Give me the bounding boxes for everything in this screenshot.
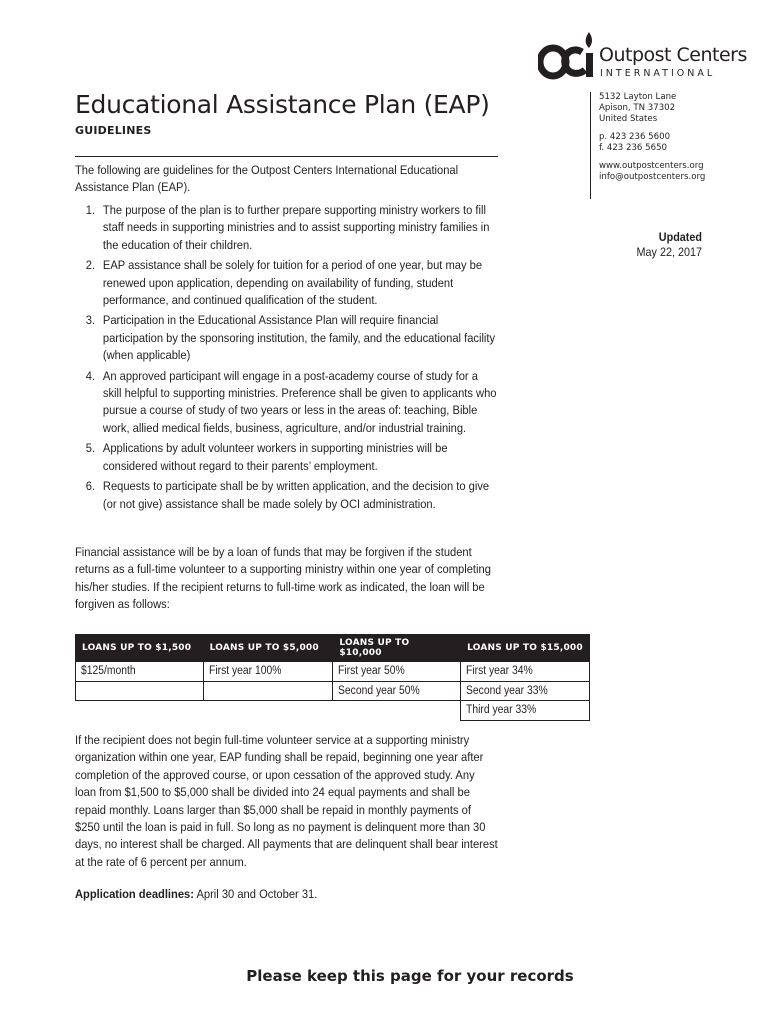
title-divider	[75, 156, 498, 157]
repayment-text: If the recipient does not begin full-time volunteer service at a supporting ministry organization within one year, EAP funding shall be repaid, beginning one year after completion of the approved course, or upon cessation of the approved study. Any loan from $1,500 to $5,000 shall be divided into 24 equal payments and shall be repaid monthly. Loans larger than $5,000 shall be repaid in monthly payments of $250 until the loan is paid in full. So long as no payment is delinquent more than 30 days, no interest shall be charged. All payments that are delinquent shall bear interest at the rate of 6 percent per annum.	[75, 733, 498, 869]
oci-logo-mark-icon	[538, 30, 596, 80]
fax-number: f. 423 236 5650	[599, 143, 668, 153]
oci-logo	[538, 30, 747, 82]
logo-name: Outpost Centers	[599, 44, 747, 66]
table-cell	[203, 662, 333, 682]
list-item-number: 4.	[85, 368, 96, 383]
repayment-paragraph	[75, 732, 498, 871]
address-line-2: Apison, TN 37302	[599, 103, 676, 113]
financial-text: Financial assistance will be by a loan of funds that may be forgiven if the student returns as a full-time volunteer to a supporting ministry within one year of completing his/her studies. If the recipient returns to full-time work as indicated, the loan will be forgiven as follows:	[75, 545, 491, 612]
list-item-number: 3.	[85, 313, 96, 328]
cell-text: $125/month	[81, 665, 136, 678]
list-item	[75, 312, 498, 364]
table-row	[76, 681, 590, 701]
page-subtitle: GUIDELINES	[75, 124, 152, 137]
list-item-number: 2.	[85, 258, 96, 273]
list-item-text: Participation in the Educational Assistance Plan will require financial participation by the sponsoring institution, the family, and the educational facility (when applicable)	[102, 313, 496, 363]
address-line-3: United States	[599, 114, 658, 124]
list-item	[75, 440, 498, 475]
deadlines-value: April 30 and October 31.	[193, 887, 318, 901]
table-cell-empty	[76, 701, 204, 721]
table-cell-empty	[333, 701, 461, 721]
contact-block	[590, 92, 710, 199]
website-link[interactable]: www.outpostcenters.org	[599, 161, 704, 171]
table-cell	[203, 681, 333, 701]
table-cell	[76, 662, 204, 682]
updated-date: May 22, 2017	[636, 245, 702, 259]
table-cell	[461, 662, 590, 682]
email-link[interactable]: info@outpostcenters.org	[599, 172, 706, 182]
phone-number: p. 423 236 5600	[599, 132, 671, 142]
list-item	[75, 368, 498, 438]
list-item	[75, 257, 498, 309]
application-deadlines	[75, 886, 498, 903]
logo-subtitle: INTERNATIONAL	[600, 68, 716, 79]
financial-paragraph	[75, 544, 498, 614]
table-cell	[76, 681, 204, 701]
table-cell	[461, 681, 590, 701]
loan-forgiveness-table	[75, 634, 590, 721]
deadlines-label: Application deadlines:	[75, 887, 194, 901]
column-header: LOANS UP TO $1,500	[76, 635, 204, 662]
list-item	[75, 478, 498, 513]
cell-text: First year 100%	[208, 665, 282, 678]
list-item-text: Applications by adult volunteer workers in supporting ministries will be considered without regard to their parents’ employment.	[102, 441, 448, 473]
table-header-row	[76, 635, 590, 662]
list-item-text: The purpose of the plan is to further prepare supporting ministry workers to fill staff needs in supporting ministries and to assist supporting ministry families in the education of their children.	[102, 203, 490, 252]
cell-text: Second year 33%	[466, 684, 548, 697]
list-item-text: EAP assistance shall be solely for tuition for a period of one year, but may be renewed upon application, depending on availability of funding, student performance, and continued qualification of the student.	[102, 258, 483, 308]
footer-text: Please keep this page for your records	[246, 967, 574, 985]
list-item	[75, 202, 498, 254]
column-header: LOANS UP TO $15,000	[461, 635, 590, 662]
updated-label: Updated	[658, 230, 702, 244]
table-cell-empty	[203, 701, 333, 721]
cell-text: First year 34%	[466, 665, 533, 678]
table-cell	[461, 701, 590, 721]
list-item-number: 5.	[85, 441, 96, 456]
table-cell	[333, 662, 461, 682]
table-cell	[333, 681, 461, 701]
column-header: LOANS UP TO $5,000	[203, 635, 333, 662]
list-item-number: 6.	[85, 479, 96, 494]
cell-text: Second year 50%	[338, 684, 421, 697]
list-item-text: An approved participant will engage in a post-academy course of study for a skill helpful to supporting ministries. Preference shall be given to applicants who pursue a course of study of two years or less in the areas of: teaching, Bible work, allied medical fields, business, agriculture, and/or industrial training.	[102, 368, 497, 435]
table-row	[76, 701, 590, 721]
list-item-text: Requests to participate shall be by written application, and the decision to give (or not give) assistance shall be made solely by OCI administration.	[102, 479, 490, 511]
cell-text: Third year 33%	[466, 704, 537, 717]
guidelines-list	[75, 202, 498, 516]
page-title: Educational Assistance Plan (EAP)	[75, 90, 490, 119]
updated-block	[560, 230, 702, 260]
table-row	[76, 662, 590, 682]
column-header: LOANS UP TO $10,000	[333, 635, 461, 662]
address-line-1: 5132 Layton Lane	[599, 92, 677, 102]
intro-paragraph	[75, 162, 498, 197]
list-item-number: 1.	[85, 203, 96, 217]
footer-note	[0, 967, 770, 985]
cell-text: First year 50%	[338, 665, 406, 678]
intro-text: The following are guidelines for the Outpost Centers International Educational Assistance Plan (EAP).	[75, 163, 459, 195]
